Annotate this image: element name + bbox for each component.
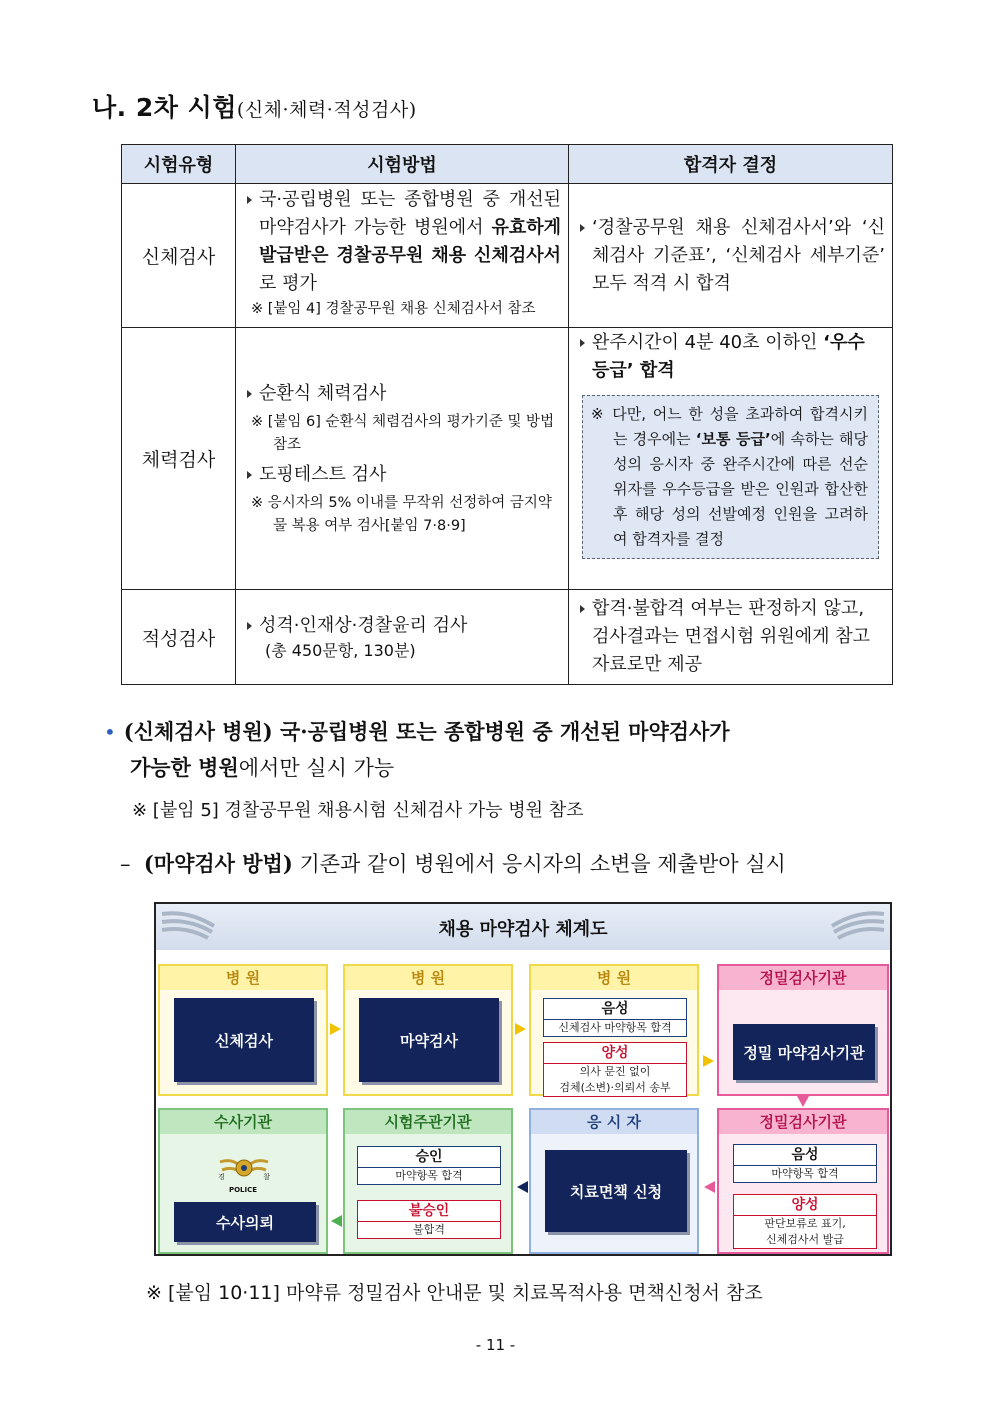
table-row-body-check — [122, 184, 893, 328]
header-pass-decision: 합격자 결정 — [569, 145, 893, 184]
attachment-reference-note: ※ [붙임 10·11] 마약류 정밀검사 안내문 및 치료목적사용 면책신청서 참조 — [146, 1282, 763, 1304]
emblem-label: 경 찰 — [218, 1173, 270, 1181]
type-body-check: 신체검사 — [122, 184, 236, 328]
page-number: - 11 - — [475, 1336, 516, 1354]
section-subtitle: (신체·체력·적성검사) — [236, 99, 417, 121]
arrow-right-icon — [701, 1054, 717, 1068]
box-drug-test: 마약검사 — [359, 998, 499, 1082]
decision-body-check: ‘경찰공무원 채용 신체검사서’와 ‘신체검사 기준표’, ‘신체검사 세부기준’ 모두 적격 시 합격 — [576, 214, 885, 298]
header-exam-type: 시험유형 — [122, 145, 236, 184]
table-header-row — [122, 145, 893, 184]
diagram-title: 채용 마약검사 체계도 — [438, 919, 608, 940]
arrow-left-icon — [328, 1214, 344, 1228]
police-label: POLICE — [228, 1186, 258, 1194]
header-exam-method: 시험방법 — [236, 145, 569, 184]
box-precision-lab: 정밀 마약검사기관 — [733, 1024, 875, 1080]
table-row-fitness — [122, 328, 893, 590]
box-body-check: 신체검사 — [174, 998, 314, 1082]
exam-table — [121, 144, 893, 685]
disapproval-box: 불승인 불합격 — [357, 1200, 501, 1239]
arrow-left-icon — [514, 1180, 530, 1194]
arrow-left-icon — [701, 1180, 717, 1194]
arrow-right-icon — [513, 1022, 529, 1036]
decision-fitness: 완주시간이 4분 40초 이하인 ‘우수 등급’ 합격 — [576, 329, 885, 385]
method-fitness-circuit: 순환식 체력검사 — [243, 380, 561, 408]
box-treatment-exemption: 치료면책 신청 — [545, 1150, 687, 1232]
result-positive-box: 양성 의사 문진 없이 검체(소변)·의뢰서 송부 — [543, 1042, 687, 1097]
lab-positive-box: 양성 판단보류로 표기, 신체검사서 발급 — [733, 1194, 877, 1249]
section-heading — [92, 88, 417, 124]
panel-precision-lab-1: 정밀검사기관 정밀 마약검사기관 — [717, 964, 889, 1096]
police-emblem-icon — [218, 1152, 270, 1188]
result-negative-box: 음성 신체검사 마약항목 합격 — [543, 998, 687, 1037]
section-title: 나. 2차 시험 — [92, 93, 237, 122]
method-aptitude: 성격·인재상·경찰윤리 검사 — [243, 612, 561, 640]
panel-exam-authority: 시험주관기관 승인 마약항목 합격 불승인 불합격 — [343, 1108, 513, 1254]
lab-negative-box: 음성 마약항목 합격 — [733, 1144, 877, 1183]
hospital-paragraph: • (신체검사 병원) 국·공립병원 또는 종합병원 중 개선된 마약검사가 가능한 병원에서만 실시 가능 — [104, 719, 730, 780]
hospital-reference-note: ※ [붙임 5] 경찰공무원 채용시험 신체검사 가능 병원 참조 — [132, 800, 584, 821]
panel-precision-lab-2: 정밀검사기관 음성 마약항목 합격 양성 판단보류로 표기, 신체검사서 발급 — [717, 1108, 889, 1254]
type-aptitude: 적성검사 — [122, 590, 236, 685]
method-body-check: 국·공립병원 또는 종합병원 중 개선된 마약검사가 가능한 병원에서 유효하게 발급받은 경찰공무원 채용 신체검사서로 평가 — [243, 186, 561, 298]
panel-applicant: 응 시 자 치료면책 신청 — [529, 1108, 699, 1254]
panel-investigation: 수사기관 경 찰 POLICE 수사의뢰 — [158, 1108, 328, 1254]
table-row-aptitude — [122, 590, 893, 685]
note-doping-test: ※ 응시자의 5% 이내를 무작위 선정하여 금지약물 복용 여부 검사[붙임 7·8·9] — [251, 494, 552, 534]
bullet-dot-icon: • — [104, 720, 116, 744]
approval-box: 승인 마약항목 합격 — [357, 1146, 501, 1185]
type-fitness: 체력검사 — [122, 328, 236, 590]
panel-hospital-1: 병 원 신체검사 — [158, 964, 328, 1096]
arrow-right-icon — [328, 1022, 344, 1036]
box-investigation-request: 수사의뢰 — [174, 1202, 316, 1242]
panel-hospital-2: 병 원 마약검사 — [343, 964, 513, 1096]
fitness-exception-box: ※ 다만, 어느 한 성을 초과하여 합격시키는 경우에는 ‘보통 등급’에 속하는 해당 성의 응시자 중 완주시간에 따른 선순위자를 우수등급을 받은 인원과 합산한 후 해당 성의 선발예정 인원을 고려하여 합격자를 결정 — [582, 395, 879, 559]
drug-test-flow-diagram — [154, 902, 892, 1256]
drug-test-method-paragraph: – (마약검사 방법) 기존과 같이 병원에서 응시자의 소변을 제출받아 실시 — [120, 851, 786, 876]
note-body-check: ※ [붙임 4] 경찰공무원 채용 신체검사서 참조 — [251, 301, 536, 317]
decision-aptitude: 합격·불합격 여부는 판정하지 않고, 검사결과는 면접시험 위원에게 참고자료로만 제공 — [576, 595, 885, 679]
note-fitness-circuit: ※ [붙임 6] 순환식 체렴검사의 평가기준 및 방법 참조 — [251, 413, 555, 453]
panel-hospital-3: 병 원 음성 신체검사 마약항목 합격 양성 의사 문진 없이 검체(소변)·의뢰서 송부 — [529, 964, 699, 1096]
method-aptitude-note: (총 450문항, 130분) — [265, 641, 416, 660]
method-doping-test: 도핑테스트 검사 — [243, 461, 561, 489]
